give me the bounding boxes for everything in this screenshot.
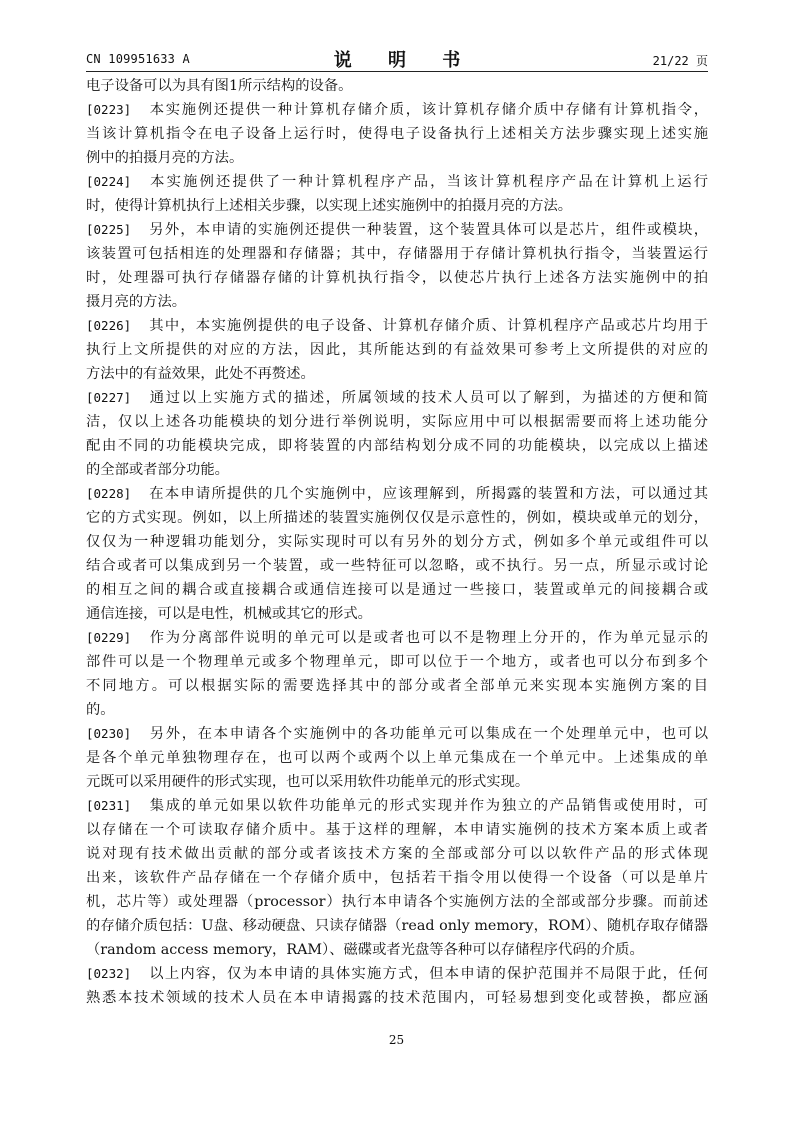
text-line [86,338,708,362]
line-text: 不同地方。可以根据实际的需要选择其中的部分或者全部单元来实现本实施例方案的目 [86,678,708,694]
text-line [86,842,708,866]
text-line [86,98,708,122]
line-text: 以存储在一个可读取存储介质中。基于这样的理解，本申请实施例的技术方案本质上或者 [86,822,708,838]
text-line [86,290,708,314]
line-text: 机，芯片等）或处理器（processor）执行本申请各个实施例方法的全部或部分步骤。而前述 [86,894,708,910]
line-text: 结合或者可以集成到另一个装置，或一些特征可以忽略，或不执行。另一点，所显示或讨论 [86,558,708,574]
page-number: 25 [388,1033,405,1047]
text-line [86,194,708,218]
text-line [86,722,708,746]
paragraph-number: [0230] [86,726,132,741]
line-text: 通信连接，可以是电性，机械或其它的形式。 [86,606,372,622]
publication-number: CN 109951633 A [86,52,190,66]
text-line [86,506,708,530]
text-line [86,698,708,722]
text-line [86,122,708,146]
line-text: 说对现有技术做出贡献的部分或者该技术方案的全部或部分可以以软件产品的形式体现 [86,846,708,862]
paragraph-number: [0226] [86,318,132,333]
text-line [86,170,708,194]
line-text: 当该计算机指令在电子设备上运行时，使得电子设备执行上述相关方法步骤实现上述实施 [86,126,708,142]
text-line [86,74,708,98]
text-line [86,266,708,290]
text-line [86,434,708,458]
line-text: 配由不同的功能模块完成，即将装置的内部结构划分成不同的功能模块，以完成以上描述 [86,438,708,454]
text-line [86,962,708,986]
line-text: 的相互之间的耦合或直接耦合或通信连接可以是通过一些接口，装置或单元的间接耦合或 [86,582,708,598]
line-text: 该装置可包括相连的处理器和存储器；其中，存储器用于存储计算机执行指令，当装置运行 [86,246,708,262]
line-text: 另外，在本申请各个实施例中的各功能单元可以集成在一个处理单元中，也可以 [148,726,708,742]
line-text: 的全部或者部分功能。 [86,462,229,478]
line-text: 的。 [86,702,115,718]
line-text: 出来，该软件产品存储在一个存储介质中，包括若干指令用以使得一个设备（可以是单片 [86,870,708,886]
line-text: 仅仅为一种逻辑功能划分，实际实现时可以有另外的划分方式，例如多个单元或组件可以 [86,534,708,550]
line-text: 元既可以采用硬件的形式实现，也可以采用软件功能单元的形式实现。 [86,774,530,790]
page-indicator: 21/22 页 [652,54,708,68]
line-text: 通过以上实施方式的描述，所属领域的技术人员可以了解到，为描述的方便和简 [148,390,708,406]
text-line [86,746,708,770]
line-text: 电子设备可以为具有图1所示结构的设备。 [86,78,353,94]
text-line [86,410,708,434]
line-text: 部件可以是一个物理单元或多个物理单元，即可以位于一个地方，或者也可以分布到多个 [86,654,708,670]
line-text: 时，处理器可执行存储器存储的计算机执行指令，以使芯片执行上述各方法实施例中的拍 [86,270,708,286]
line-text: （random access memory，RAM）、磁碟或者光盘等各种可以存储程序代码的介质。 [86,942,644,958]
text-line [86,650,708,674]
text-line [86,554,708,578]
text-line [86,770,708,794]
text-line [86,818,708,842]
text-line [86,578,708,602]
line-text: 洁，仅以上述各功能模块的划分进行举例说明，实际应用中可以根据需要而将上述功能分 [86,414,708,430]
text-line [86,866,708,890]
line-text: 其中，本实施例提供的电子设备、计算机存储介质、计算机程序产品或芯片均用于 [148,318,708,334]
line-text: 它的方式实现。例如，以上所描述的装置实施例仅仅是示意性的，例如，模块或单元的划分， [86,510,708,526]
paragraph-number: [0232] [86,966,132,981]
text-line [86,146,708,170]
text-line [86,794,708,818]
text-line [86,626,708,650]
text-line [86,218,708,242]
page-header [86,46,708,70]
header-rule [86,71,708,72]
paragraph-number: [0225] [86,222,132,237]
line-text: 本实施例还提供一种计算机存储介质，该计算机存储介质中存储有计算机指令， [148,102,708,118]
paragraph-number: [0227] [86,390,132,405]
text-line [86,938,708,962]
paragraph-number: [0228] [86,486,132,501]
paragraph-number: [0231] [86,798,132,813]
line-text: 方法中的有益效果，此处不再赘述。 [86,366,315,382]
line-text: 作为分离部件说明的单元可以是或者也可以不是物理上分开的，作为单元显示的 [148,630,708,646]
line-text: 时，使得计算机执行上述相关步骤，以实现上述实施例中的拍摄月亮的方法。 [86,198,573,214]
document-body [86,74,708,1010]
text-line [86,602,708,626]
text-line [86,482,708,506]
line-text: 是各个单元单独物理存在，也可以两个或两个以上单元集成在一个单元中。上述集成的单 [86,750,708,766]
text-line [86,674,708,698]
text-line [86,386,708,410]
paragraph-number: [0224] [86,174,132,189]
document-title: 说 明 书 [333,50,476,71]
text-line [86,914,708,938]
line-text: 另外，本申请的实施例还提供一种装置，这个装置具体可以是芯片，组件或模块， [148,222,708,238]
line-text: 以上内容，仅为本申请的具体实施方式，但本申请的保护范围并不局限于此，任何 [148,966,708,982]
text-line [86,362,708,386]
line-text: 本实施例还提供了一种计算机程序产品，当该计算机程序产品在计算机上运行 [148,174,708,190]
line-text: 摄月亮的方法。 [86,294,187,310]
line-text: 执行上文所提供的对应的方法，因此，其所能达到的有益效果可参考上文所提供的对应的 [86,342,708,358]
text-line [86,314,708,338]
line-text: 的存储介质包括：U盘、移动硬盘、只读存储器（read only memory，ROM）、随机存取存储器 [86,918,708,934]
line-text: 熟悉本技术领域的技术人员在本申请揭露的技术范围内，可轻易想到变化或替换，都应涵 [86,990,708,1006]
line-text: 在本申请所提供的几个实施例中，应该理解到，所揭露的装置和方法，可以通过其 [148,486,708,502]
text-line [86,890,708,914]
line-text: 集成的单元如果以软件功能单元的形式实现并作为独立的产品销售或使用时，可 [148,798,708,814]
line-text: 例中的拍摄月亮的方法。 [86,150,244,166]
text-line [86,458,708,482]
text-line [86,986,708,1010]
text-line [86,530,708,554]
paragraph-number: [0229] [86,630,132,645]
paragraph-number: [0223] [86,102,132,117]
text-line [86,242,708,266]
